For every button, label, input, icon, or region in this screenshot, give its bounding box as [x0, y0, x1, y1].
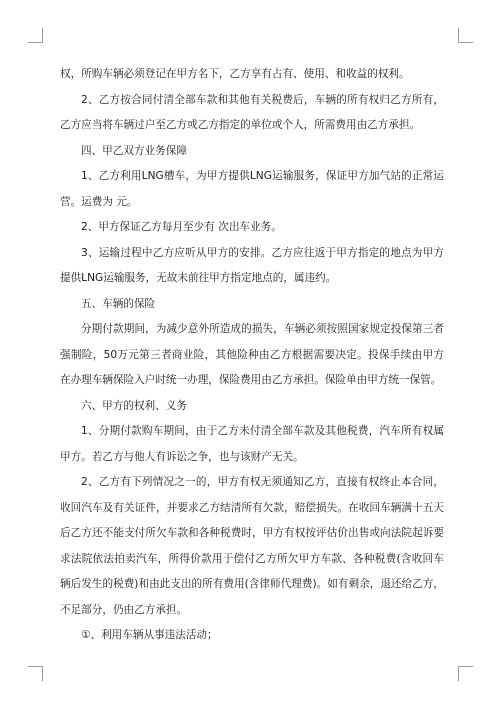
section-heading-4: 四、甲乙双方业务保障 [81, 144, 187, 157]
paragraph-continuation: 权，所购车辆必须登记在甲方名下，乙方享有占有、使用、和收益的权利。 [60, 68, 410, 80]
crop-mark-bottom-right [458, 666, 473, 681]
paragraph-insurance: 分期付款期间，为减少意外所造成的损失，车辆必须按照国家规定投保第三者强制险，50万元第三者商业险，其他险种由乙方根据需要决定。投保手续由甲方在办理车辆保险入户时统一办理，保险费用由乙方承担。保险单由甲方统一保管。 [60, 323, 444, 386]
crop-mark-bottom-left [28, 666, 43, 681]
section-heading-5: 五、车辆的保险 [81, 297, 156, 310]
paragraph-clause-6-2: 2、乙方有下列情况之一的，甲方有权无须通知乙方，直接有权终止本合同，收回汽车及有关证件，并要求乙方结清所有欠款，赔偿损失。在收回车辆满十五天后乙方还不能支付所欠车款和各种税费时，甲方有权按评估价出售或向法院起诉要求法院依法拍卖汽车，所得价款用于偿付乙方所欠甲方车款、各种税费(含收回车辆后发生的税费)和由此支出的所有费用(含律师代理费)。如有剩余，退还给乙方，不足部分，仍由乙方承担。 [60, 476, 444, 616]
crop-mark-top-left [28, 28, 43, 43]
document-body [60, 62, 444, 649]
paragraph-clause-4-2: 2、甲方保证乙方每月至少有 次出车业务。 [81, 221, 282, 233]
crop-mark-top-right [458, 28, 473, 43]
section-heading-6: 六、甲方的权利、义务 [81, 399, 187, 412]
paragraph-clause-4-3: 3、运输过程中乙方应听从甲方的安排。乙方应往返于甲方指定的地点为甲方提供LNG运输服务，无故未前往甲方指定地点的，属违约。 [60, 246, 444, 284]
paragraph-clause-2: 2、乙方按合同付清全部车款和其他有关税费后，车辆的所有权归乙方所有，乙方应当将车辆过户至乙方或乙方指定的单位或个人，所需费用由乙方承担。 [60, 93, 444, 131]
paragraph-item-1: ①、利用车辆从事违法活动； [81, 629, 218, 641]
paragraph-clause-6-1: 1、分期付款购车期间，由于乙方未付清全部车款及其他税费，汽车所有权属甲方。若乙方与他人有诉讼之争，也与该财产无关。 [60, 425, 444, 463]
paragraph-clause-4-1: 1、乙方利用LNG槽车，为甲方提供LNG运输服务，保证甲方加气站的正常运营。运费为 元。 [60, 170, 444, 208]
